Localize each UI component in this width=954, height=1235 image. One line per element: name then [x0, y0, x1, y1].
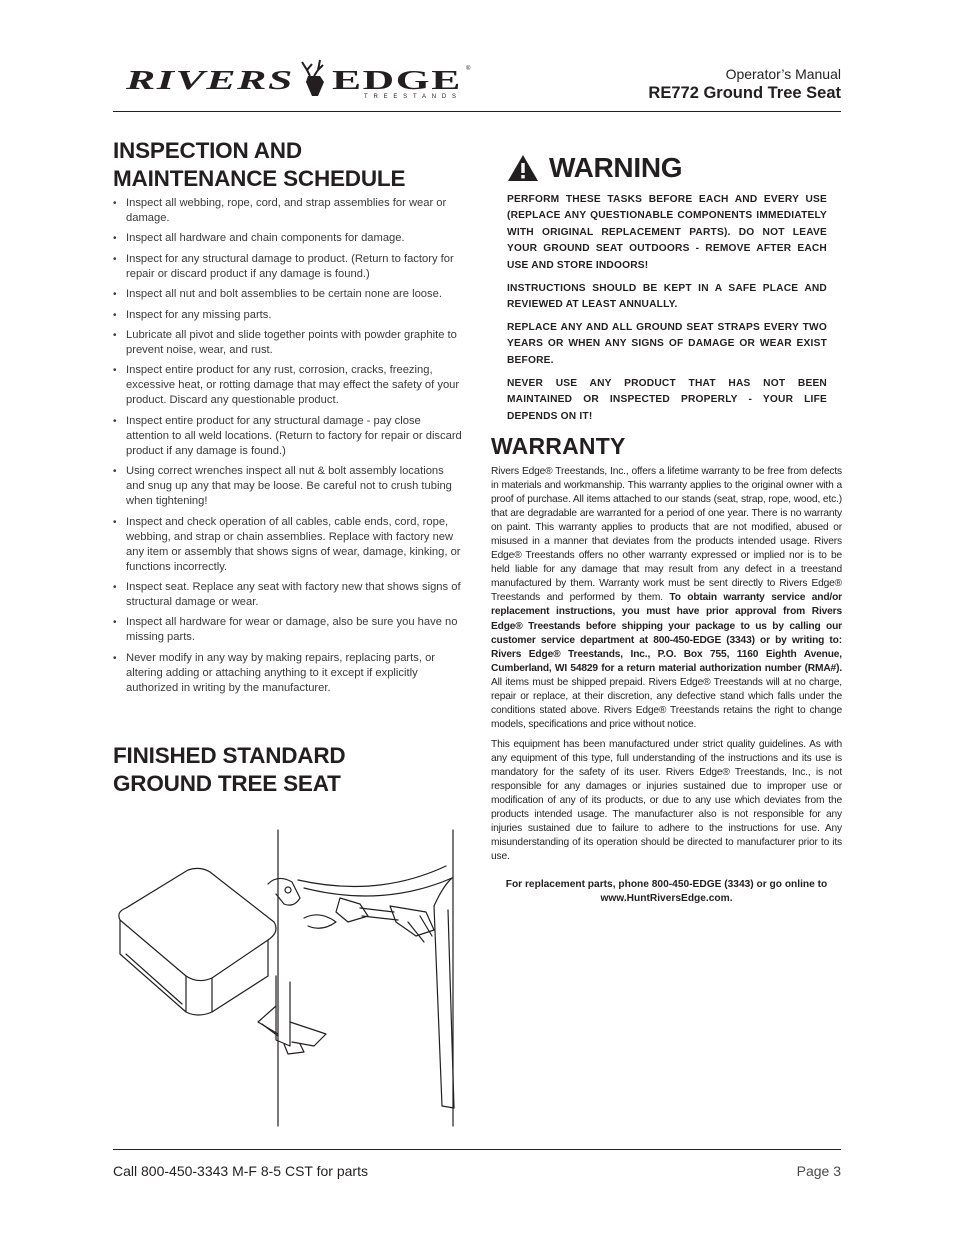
inspection-title — [113, 137, 483, 193]
list-item: • Inspect all webbing, rope, cord, and strap assemblies for wear or damage. — [113, 196, 463, 226]
inspection-title-line1: INSPECTION AND — [113, 138, 302, 163]
list-item: • Lubricate all pivot and slide together points with powder graphite to prevent noise, wear, and rust. — [113, 328, 463, 358]
warning-triangle-icon — [507, 154, 539, 182]
rivers-edge-logo — [124, 56, 474, 102]
warning-paragraph: INSTRUCTIONS SHOULD BE KEPT IN A SAFE PLACE AND REVIEWED AT LEAST ANNUALLY. — [507, 283, 827, 311]
inspection-list — [113, 196, 463, 701]
list-item: • Never modify in any way by making repairs, replacing parts, or altering adding or attaching anything to it except if explicitly authorized in writing by the manufacturer. — [113, 651, 463, 696]
svg-text:EDGE: EDGE — [332, 65, 462, 95]
contact-line: For replacement parts, phone 800-450-EDGE (3343) or go online to — [505, 879, 828, 890]
list-item: • Inspect and check operation of all cables, cable ends, cord, rope, webbing, and strap or chain assemblies. Replace with factory new any item or assembly that shows signs of wear, damage, kinking, or functions incorrectly. — [113, 515, 463, 575]
list-item: • Inspect all hardware for wear or damage, also be sure you have no missing parts. — [113, 615, 463, 645]
ground-tree-seat-illustration — [108, 826, 468, 1130]
warning-paragraph: REPLACE ANY AND ALL GROUND SEAT STRAPS EVERY TWO YEARS OR WHEN ANY SIGNS OF DAMAGE OR WEAR EXIST BEFORE. — [507, 322, 827, 366]
list-item: • Using correct wrenches inspect all nut & bolt assembly locations and snug up any that may be loose. Be careful not to crush tubing when tightening! — [113, 464, 463, 509]
list-item: • Inspect all hardware and chain components for damage. — [113, 231, 463, 246]
page-number: Page 3 — [796, 1163, 841, 1179]
finished-seat-title — [113, 742, 483, 798]
list-item: • Inspect for any missing parts. — [113, 308, 463, 323]
warning-title-text: WARNING — [549, 152, 683, 183]
inspection-title-line2: MAINTENANCE SCHEDULE — [113, 166, 406, 191]
svg-text:RIVERS: RIVERS — [124, 65, 294, 95]
list-item: • Inspect for any structural damage to product. (Return to factory for repair or discard product if any damage is found.) — [113, 252, 463, 282]
warranty-text: Rivers Edge® Treestands, Inc., offers a lifetime warranty to be free from defects in materials and workmanship. This warranty applies to the original owner with a proof of purchase. All items attached to our stands (seat, strap, rope, wood, etc.) that are degradable are warranted for a period of one year. There is no warranty on paint. This warranty applies to products that are not modified, abused or misused in a manner that deviates from the products intended usage. Rivers Edge® Treestands offers no other warranty expressed or implied nor is to be held liable for any damage that may result from any defect in a treestand manufactured by them. Warranty work must be sent directly to Rivers Edge® Treestands and performed by them. — [491, 466, 842, 604]
product-title: RE772 Ground Tree Seat — [648, 84, 841, 102]
warranty-rma-instructions: To obtain warranty service and/or replacement instructions, you must have prior approval from Rivers Edge® Treestands before shipping your package to us by calling our customer service department at 800-450-EDGE (3343) or by writing to: Rivers Edge® Treestands, Inc., P.O. Box 755, 1160 Eighth Avenue, Cumberland, WI 54829 for a return material authorization number (RMA#). — [491, 592, 842, 674]
svg-text:®: ® — [466, 66, 471, 72]
logo-subtext: TREESTANDS — [364, 94, 460, 100]
list-item: • Inspect entire product for any rust, corrosion, cracks, freezing, excessive heat, or rotting damage that may effect the safety of your product. Discard any questionable product. — [113, 363, 463, 408]
list-item: • Inspect seat. Replace any seat with factory new that shows signs of structural damage or wear. — [113, 580, 463, 610]
footer-parts-phone: Call 800-450-3343 M-F 8-5 CST for parts — [113, 1163, 368, 1179]
list-item: • Inspect all nut and bolt assemblies to be certain none are loose. — [113, 287, 463, 302]
list-item: • Inspect entire product for any structural damage - pay close attention to all weld locations. (Return to factory for repair or discard product if any damage is found.) — [113, 414, 463, 459]
warranty-paragraph — [491, 465, 842, 732]
disclaimer-paragraph: This equipment has been manufactured under strict quality guidelines. As with any equipment of this type, full understanding of the instructions and its use is mandatory for the safety of its user. Rivers Edge® Treestands, Inc., is not responsible for any damages or injuries sustained due to improper use or modification of any of its products, or due to any use which deviates from the products intended usage. The manufacturer also is not responsible for any injuries sustained due to failure to adhere to the instructions for use. Any misunderstanding of its operation should be directed to manufacturer prior to its use. — [491, 739, 842, 863]
warranty-text: All items must be shipped prepaid. Rivers Edge® Treestands will at no charge, repair or replace, at their discretion, any defective stand which falls under the conditions stated above. Rivers Edge® Treestands retains the right to change models, specifications and price without notice. — [491, 676, 842, 730]
warning-title — [507, 150, 682, 186]
header-divider — [113, 111, 841, 112]
website-link[interactable]: www.HuntRiversEdge.com. — [600, 893, 733, 904]
warning-paragraph: PERFORM THESE TASKS BEFORE EACH AND EVERY USE (REPLACE ANY QUESTIONABLE COMPONENTS IMMEDIATELY WITH ORIGINAL REPLACEMENT PARTS). DO NOT LEAVE YOUR GROUND SEAT OUTDOORS - REMOVE AFTER EACH USE AND STORE INDOORS! — [507, 194, 827, 271]
replacement-parts-contact — [491, 878, 842, 906]
warning-paragraph: NEVER USE ANY PRODUCT THAT HAS NOT BEEN MAINTAINED OR INSPECTED PROPERLY - YOUR LIFE DEPENDS ON IT! — [507, 378, 827, 422]
footer-divider — [113, 1149, 841, 1150]
finished-title-line1: FINISHED STANDARD — [113, 743, 346, 768]
finished-title-line2: GROUND TREE SEAT — [113, 771, 341, 796]
manual-label: Operator’s Manual — [725, 66, 841, 82]
warranty-title: WARRANTY — [491, 433, 626, 459]
